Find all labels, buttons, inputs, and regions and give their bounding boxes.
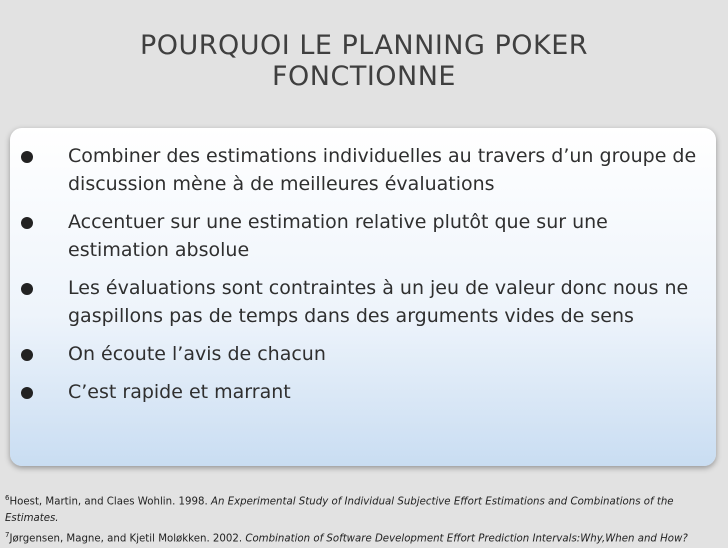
bullet-list — [16, 142, 706, 416]
footnotes — [5, 490, 723, 548]
footnote — [5, 490, 723, 527]
slide-title-line-1: POURQUOI LE PLANNING POKER — [139, 30, 589, 61]
footnote-text: Jørgensen, Magne, and Kjetil Moløkken. 2002. — [9, 533, 246, 545]
slide-title — [0, 30, 728, 92]
footnote-title: Combination of Software Development Effort Prediction Intervals:Why,When and How? — [245, 533, 688, 545]
footnote — [5, 527, 723, 547]
footnote-text: Hoest, Martin, and Claes Wohlin. 1998. — [9, 496, 211, 508]
bullet-item: Accentuer sur une estimation relative plutôt que sur une estimation absolue — [16, 208, 706, 264]
bullet-item: On écoute l’avis de chacun — [16, 340, 706, 368]
footnote-number: 6 — [5, 494, 10, 502]
slide-title-line-2: FONCTIONNE — [272, 61, 456, 92]
bullet-item: Les évaluations sont contraintes à un jeu de valeur donc nous ne gaspillons pas de temps dans des arguments vides de sens — [16, 274, 706, 330]
footnote-title: An Experimental Study of Individual Subjective Effort Estimations and Combinations of the Estimates. — [5, 496, 674, 525]
bullet-item: C’est rapide et marrant — [16, 378, 706, 406]
bullet-item: Combiner des estimations individuelles au travers d’un groupe de discussion mène à de meilleures évaluations — [16, 142, 706, 198]
footnote-number: 7 — [5, 531, 10, 540]
